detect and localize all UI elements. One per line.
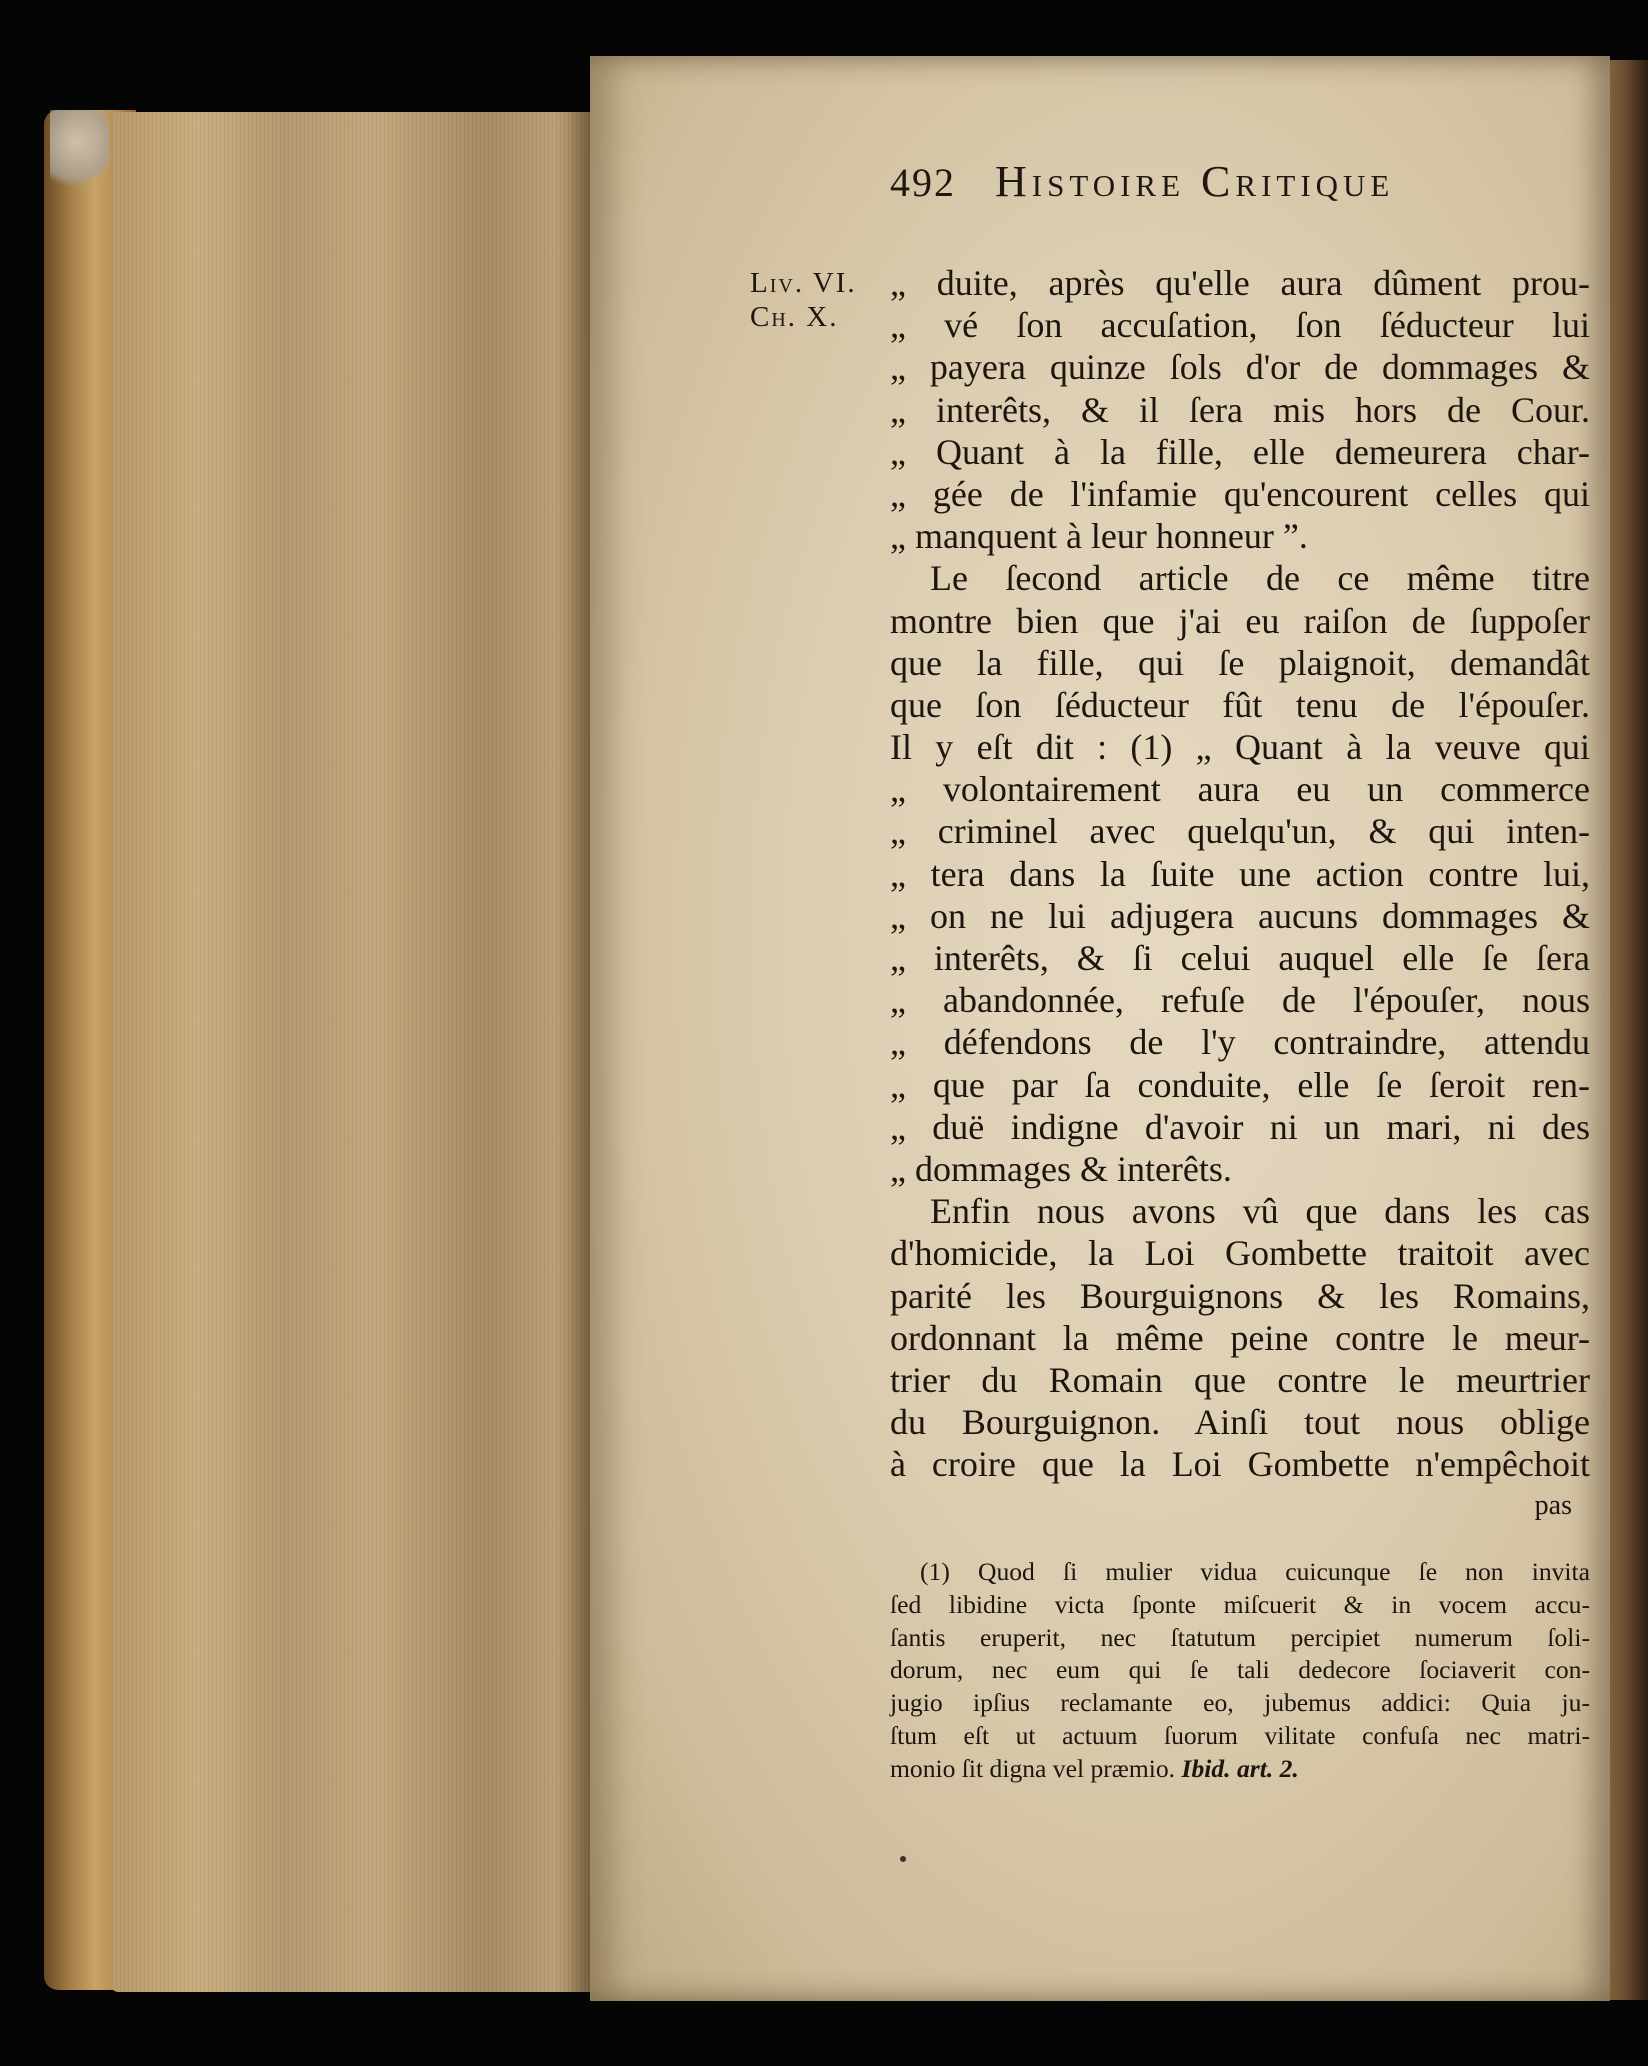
body-line: à croire que la Loi Gombette n'empêchoit xyxy=(890,1444,1590,1485)
body-line: Enfin nous avons vû que dans les cas xyxy=(930,1191,1590,1232)
margin-note xyxy=(750,266,890,334)
footnote-line xyxy=(890,1753,1590,1786)
ink-speck xyxy=(900,1856,906,1862)
margin-book: Liv. VI. xyxy=(750,267,857,299)
body-line: „ tera dans la ſuite une action contre lui, xyxy=(890,853,1590,894)
body-line: trier du Romain que contre le meurtrier xyxy=(890,1359,1590,1400)
body-line: ordonnant la même peine contre le meur- xyxy=(890,1317,1590,1358)
binding-wear xyxy=(50,110,110,190)
body-line: Le ſecond article de ce même titre xyxy=(930,558,1590,599)
catchword: pas xyxy=(1534,1490,1572,1522)
body-line: que ſon ſéducteur fût tenu de l'épouſer. xyxy=(890,684,1590,725)
page-number: 492 xyxy=(890,160,956,205)
footnote-line: (1) Quod ſi mulier vidua cuicunque ſe non invita xyxy=(920,1557,1590,1586)
body-line: „ défendons de l'y contraindre, attendu xyxy=(890,1022,1590,1063)
body-line: „ abandonnée, refuſe de l'épouſer, nous xyxy=(890,980,1590,1021)
body-text xyxy=(890,262,1590,1528)
footnote-line: ſantis eruperit, nec ſtatutum percipiet numerum ſoli- xyxy=(890,1622,1590,1652)
body-line: „ on ne lui adjugera aucuns dommages & xyxy=(890,895,1590,936)
body-line: „ volontairement aura eu un commerce xyxy=(890,769,1590,810)
body-line: „ criminel avec quelqu'un, & qui inten- xyxy=(890,811,1590,852)
body-line: „ que par ſa conduite, elle ſe ſeroit ren- xyxy=(890,1064,1590,1105)
body-line: „ interêts, & il ſera mis hors de Cour. xyxy=(890,389,1590,430)
body-line: „ gée de l'infamie qu'encourent celles qui xyxy=(890,473,1590,514)
body-line: du Bourguignon. Ainſi tout nous oblige xyxy=(890,1402,1590,1443)
body-line: parité les Bourguignons & les Romains, xyxy=(890,1275,1590,1316)
body-line: „ dommages & interêts. xyxy=(890,1148,1232,1189)
body-line: Il y eſt dit : (1) „ Quant à la veuve qui xyxy=(890,727,1590,768)
book-page xyxy=(590,56,1610,2001)
body-line: „ duite, après qu'elle aura dûment prou- xyxy=(890,263,1590,303)
body-line: „ interêts, & ſi celui auquel elle ſe ſera xyxy=(890,938,1590,978)
body-line: „ vé ſon accuſation, ſon ſéducteur lui xyxy=(890,305,1590,346)
footnote-line: ſtum eſt ut actuum ſuorum vilitate confuſa nec matri- xyxy=(890,1720,1590,1750)
page-edges xyxy=(112,112,592,1992)
footnote-reference: Ibid. art. 2. xyxy=(1181,1753,1299,1783)
page-header xyxy=(890,156,1648,207)
body-line: „ Quant à la fille, elle demeurera char- xyxy=(890,431,1590,472)
margin-chapter: Ch. X. xyxy=(750,301,839,333)
body-line: montre bien que j'ai eu raiſon de ſuppoſer xyxy=(890,600,1590,641)
body-line: d'homicide, la Loi Gombette traitoit avec xyxy=(890,1233,1590,1274)
running-title: Histoire Critique xyxy=(995,157,1395,206)
footnote-last-text: monio ſit digna vel præmio. xyxy=(890,1753,1176,1783)
body-line: „ duë indigne d'avoir ni un mari, ni des xyxy=(890,1106,1590,1147)
footnote-line: ſed libidine victa ſponte miſcuerit & in vocem accu- xyxy=(890,1589,1590,1619)
footnote xyxy=(890,1556,1590,1786)
footnote-line: jugio ipſius reclamante eo, jubemus addici: Quia ju- xyxy=(890,1688,1590,1718)
body-line: que la fille, qui ſe plaignoit, demandât xyxy=(890,642,1590,683)
body-line: „ payera quinze ſols d'or de dommages & xyxy=(890,347,1590,388)
body-line: „ manquent à leur honneur ”. xyxy=(890,516,1308,557)
footnote-line: dorum, nec eum qui ſe tali dedecore ſociaverit con- xyxy=(890,1655,1590,1685)
